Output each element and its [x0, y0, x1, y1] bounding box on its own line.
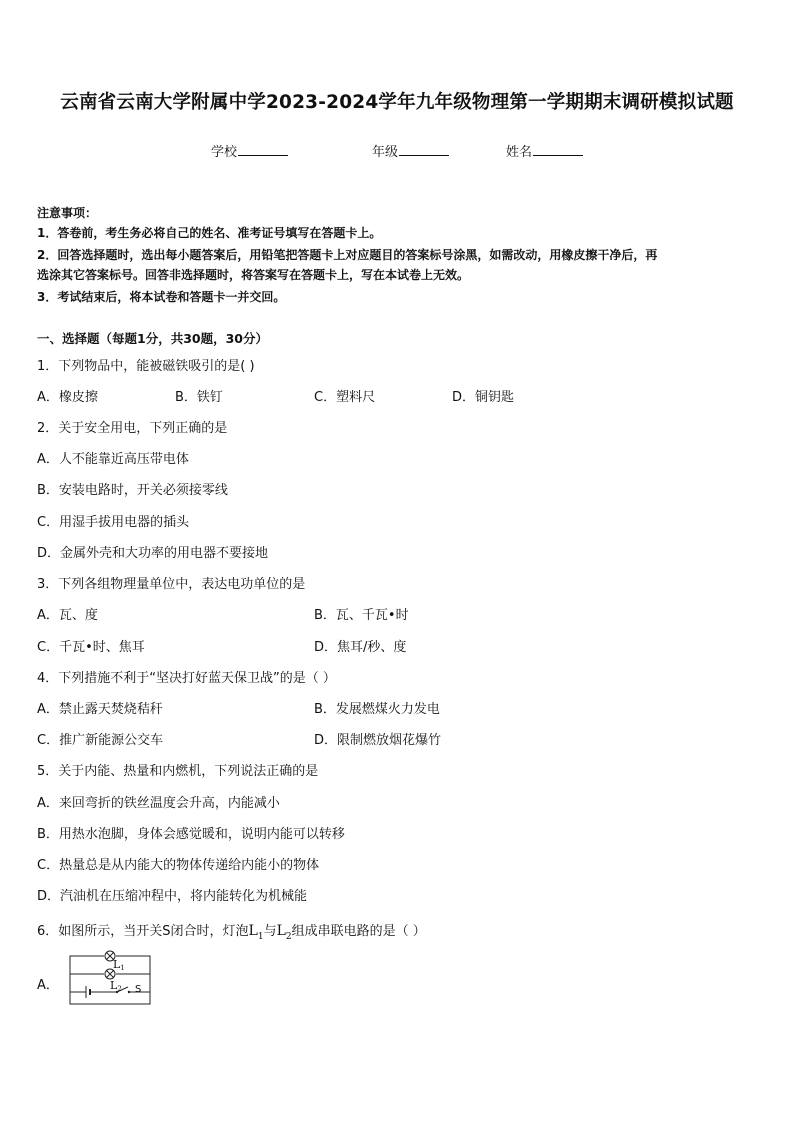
- question-3-option-a[interactable]: A．瓦、度: [37, 608, 98, 623]
- name-field: [506, 141, 583, 160]
- page-title: 云南省云南大学附属中学2023-2024学年九年级物理第一学期期末调研模拟试题: [60, 92, 734, 113]
- question-3-option-b[interactable]: B．瓦、千瓦•时: [314, 608, 409, 623]
- question-2-stem: 2．关于安全用电，下列正确的是: [37, 421, 228, 436]
- lamp-2-label: $L_2$: [276, 923, 292, 942]
- question-4-option-c[interactable]: C．推广新能源公交车: [37, 733, 164, 748]
- question-2-option-d[interactable]: D．金属外壳和大功率的用电器不要接地: [37, 546, 269, 561]
- grade-label: 年级: [372, 145, 399, 160]
- grade-field: [372, 141, 449, 160]
- circuit-diagram-a: [64, 948, 156, 1008]
- question-1-option-b[interactable]: B．铁钉: [175, 390, 223, 405]
- school-label: 学校: [211, 145, 238, 160]
- question-1-option-a[interactable]: A．橡皮擦: [37, 390, 98, 405]
- question-2-option-c[interactable]: C．用湿手拔用电器的插头: [37, 515, 190, 530]
- circuit-label-switch: S: [135, 984, 142, 995]
- name-blank[interactable]: [533, 143, 583, 156]
- question-2-option-a[interactable]: A．人不能靠近高压带电体: [37, 452, 189, 467]
- question-5-option-d[interactable]: D．汽油机在压缩冲程中，将内能转化为机械能: [37, 889, 308, 904]
- question-1-option-d[interactable]: D．铜钥匙: [452, 390, 515, 405]
- question-1-stem: 1．下列物品中，能被磁铁吸引的是( ): [37, 359, 255, 374]
- note-item: 2．回答选择题时，选出每小题答案后，用铅笔把答题卡上对应题目的答案标号涂黑，如需改动，用橡皮擦干净后，再: [37, 248, 658, 262]
- circuit-label-l1: L1: [113, 958, 125, 972]
- battery-icon: [86, 986, 90, 998]
- school-blank[interactable]: [238, 143, 288, 156]
- question-1-option-c[interactable]: C．塑料尺: [314, 390, 376, 405]
- question-4-option-b[interactable]: B．发展燃煤火力发电: [314, 702, 440, 717]
- question-3-option-c[interactable]: C．千瓦•时、焦耳: [37, 640, 145, 655]
- question-4-stem: 4．下列措施不利于“坚决打好蓝天保卫战”的是（ ）: [37, 671, 336, 686]
- note-item: 选涂其它答案标号。回答非选择题时，将答案写在答题卡上，写在本试卷上无效。: [37, 268, 470, 282]
- question-6-option-a[interactable]: A．: [37, 978, 59, 993]
- question-4-option-a[interactable]: A．禁止露天焚烧秸秆: [37, 702, 163, 717]
- note-item: 3．考试结束后，将本试卷和答题卡一并交回。: [37, 290, 286, 304]
- school-field: [211, 141, 288, 160]
- note-item: 1．答卷前，考生务必将自己的姓名、准考证号填写在答题卡上。: [37, 226, 382, 240]
- question-3-option-d[interactable]: D．焦耳/秒、度: [314, 640, 407, 655]
- question-5-option-c[interactable]: C．热量总是从内能大的物体传递给内能小的物体: [37, 858, 320, 873]
- question-5-stem: 5．关于内能、热量和内燃机，下列说法正确的是: [37, 764, 319, 779]
- question-4-option-d[interactable]: D．限制燃放烟花爆竹: [314, 733, 442, 748]
- grade-blank[interactable]: [399, 143, 449, 156]
- question-5-option-b[interactable]: B．用热水泡脚，身体会感觉暖和，说明内能可以转移: [37, 827, 345, 842]
- notes-heading: 注意事项：: [37, 206, 98, 220]
- circuit-label-l2: L2: [110, 979, 122, 993]
- section-heading: 一、选择题（每题1分，共30题，30分）: [37, 331, 268, 346]
- lamp-1-label: $L_1$: [248, 923, 264, 942]
- question-3-stem: 3．下列各组物理量单位中，表达电功单位的是: [37, 577, 306, 592]
- question-2-option-b[interactable]: B．安装电路时，开关必须接零线: [37, 483, 228, 498]
- name-label: 姓名: [506, 145, 533, 160]
- question-6-stem: 6．如图所示，当开关S闭合时，灯泡$L_1$与$L_2$组成串联电路的是（ ）: [37, 923, 426, 942]
- question-5-option-a[interactable]: A．来回弯折的铁丝温度会升高，内能减小: [37, 796, 280, 811]
